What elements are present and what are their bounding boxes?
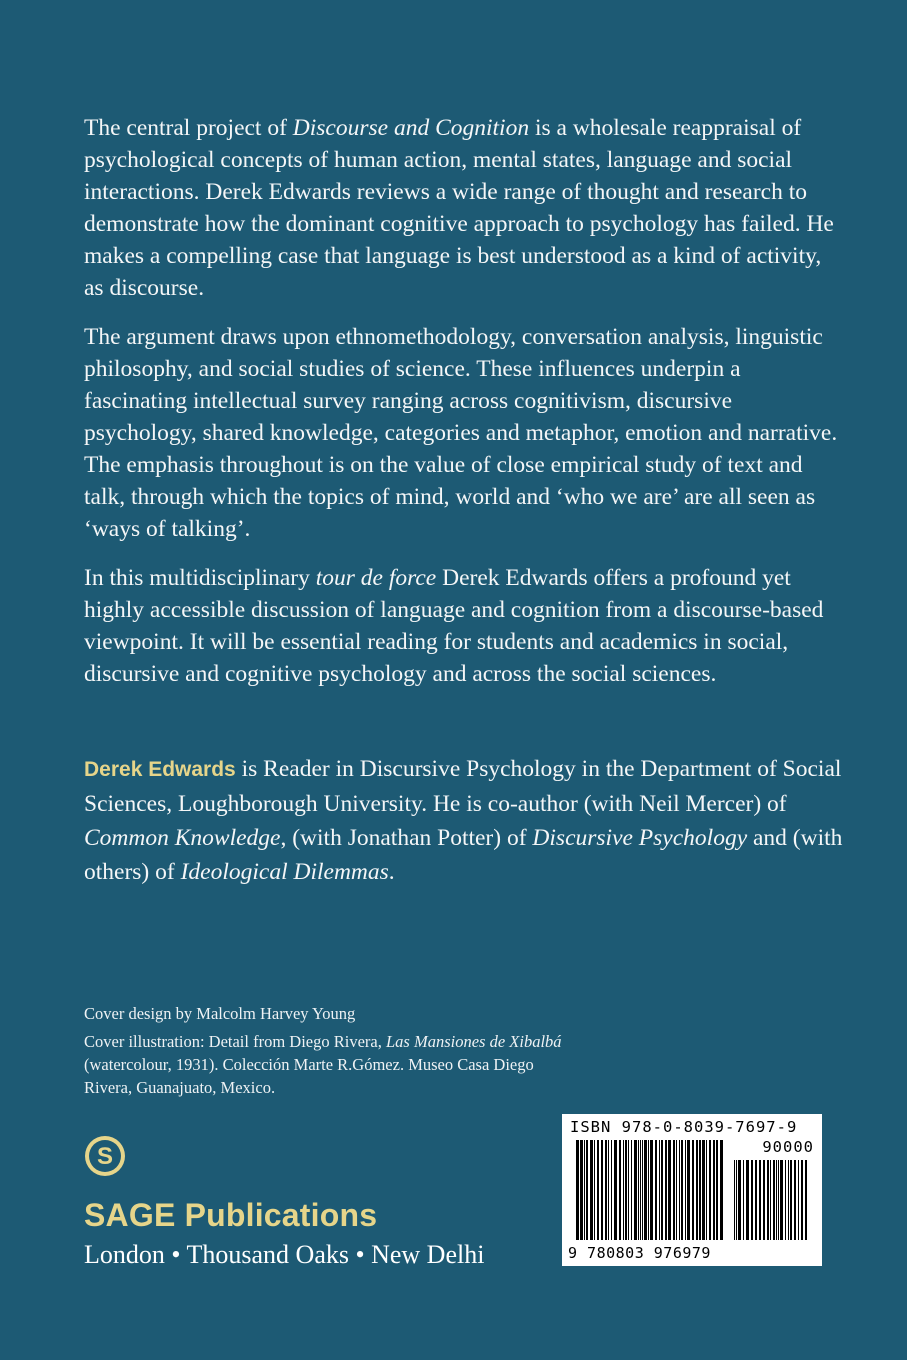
illustration-credit: Cover illustration: Detail from Diego Rivera, Las Mansiones de Xibalbá (watercolour, 1931). Colección Marte R.Gómez. Museo Casa Diego Rivera, Guanajuato, Mexico. (84, 1032, 562, 1097)
barcode-bar (659, 1140, 660, 1240)
barcode-bar (655, 1140, 657, 1240)
barcode-bar (614, 1140, 617, 1240)
barcode-bar (794, 1160, 796, 1240)
ean-digits: 9 780803 976979 (568, 1244, 711, 1262)
blurb-paragraph-3: In this multidisciplinary tour de force Derek Edwards offers a profound yet highly accessible discussion of language and cognition from a discourse-based viewpoint. It will be essential reading for students and academics in social, discursive and cognitive psychology and across the social sciences. (84, 565, 824, 687)
barcode-bar (706, 1140, 707, 1240)
barcode-bar (738, 1160, 741, 1240)
description-blurb (84, 112, 844, 707)
barcode-bar (734, 1160, 735, 1240)
barcode-bar (746, 1160, 749, 1240)
barcode-bar (597, 1140, 599, 1240)
price-code: 90000 (762, 1138, 814, 1156)
barcode-bar (594, 1140, 595, 1240)
barcode-bar (751, 1160, 753, 1240)
barcode-bar (638, 1140, 639, 1240)
barcode-bar (702, 1140, 705, 1240)
book-title: Discourse and Cognition (292, 115, 530, 141)
barcode-bar (785, 1160, 786, 1240)
barcode-bar (584, 1140, 585, 1240)
barcode-bar (661, 1140, 663, 1240)
barcode-bar (805, 1160, 807, 1240)
barcode-bar (576, 1140, 579, 1240)
barcode-bar (773, 1160, 775, 1240)
barcode-bar (623, 1140, 624, 1240)
barcode-bar (634, 1140, 637, 1240)
publisher-name: SAGE Publications (84, 1197, 378, 1233)
barcode-bar (676, 1140, 677, 1240)
ean-barcode-bars (576, 1140, 726, 1244)
barcode-bar (619, 1140, 621, 1240)
barcode-bar (736, 1160, 737, 1240)
barcode-bar (608, 1140, 609, 1240)
price-barcode-bars (734, 1160, 810, 1244)
barcode-bar (590, 1140, 593, 1240)
barcode-bar (696, 1140, 698, 1240)
barcode-bar (790, 1160, 792, 1240)
barcode-bar (640, 1140, 641, 1240)
barcode-bar (685, 1140, 686, 1240)
cover-credits (84, 1002, 564, 1104)
barcode-bar (778, 1160, 779, 1240)
barcode-bar (679, 1140, 680, 1240)
author-bio: Derek Edwards is Reader in Discursive Psychology in the Department of Social Sciences, Loughborough University. He is co-author (with Neil Mercer) of Common Knowledge, (with Jonathan Potter) of Discursive Psychology and (with others) of Ideological Dilemmas. (84, 756, 843, 885)
blurb-paragraph-2: The argument draws upon ethnomethodology, conversation analysis, linguistic philosophy, and social studies of science. These influences underpin a fascinating intellectual survey ranging across cognitivism, discursive psychology, shared knowledge, categories and metaphor, emotion and narrative. The emphasis throughout is on the value of close empirical study of text and talk, through which the topics of mind, world and ‘who we are’ are all seen as ‘ways of talking’. (84, 324, 838, 542)
barcode-bar (601, 1140, 603, 1240)
barcode-bar (776, 1160, 777, 1240)
barcode-bar (586, 1140, 588, 1240)
barcode-bar (625, 1140, 627, 1240)
barcode-bar (713, 1140, 715, 1240)
barcode-bar (720, 1140, 723, 1240)
barcode-bar (673, 1140, 675, 1240)
barcode-bar (798, 1160, 799, 1240)
svg-text:S: S (96, 1143, 114, 1170)
publisher-cities: London • Thousand Oaks • New Delhi (84, 1240, 485, 1269)
barcode-bar (755, 1160, 757, 1240)
barcode-bar (611, 1140, 612, 1240)
barcode-bar (665, 1140, 667, 1240)
barcode-bar (692, 1140, 694, 1240)
barcode-bar (650, 1140, 653, 1240)
barcode-bar (699, 1140, 701, 1240)
blurb-paragraph-1: The central project of Discourse and Cognition is a wholesale reappraisal of psychological concepts of human action, mental states, language and social interactions. Derek Edwards reviews a wide range of thought and research to demonstrate how the dominant cognitive approach to psychology has failed. He makes a compelling case that language is best understood as a kind of activity, as discourse. (84, 115, 834, 301)
barcode-bar (767, 1160, 769, 1240)
barcode-bar (642, 1140, 643, 1240)
barcode-bar (605, 1140, 607, 1240)
barcode-bar (681, 1140, 683, 1240)
barcode-bar (648, 1140, 649, 1240)
design-credit: Cover design by Malcolm Harvey Young (84, 1004, 356, 1023)
barcode-bar (668, 1140, 671, 1240)
isbn-number: ISBN 978-0-8039-7697-9 (570, 1118, 798, 1136)
barcode-bar (780, 1160, 783, 1240)
barcode-bar (631, 1140, 632, 1240)
barcode-bar (770, 1160, 771, 1240)
barcode-bar (716, 1140, 718, 1240)
barcode-bar (687, 1140, 690, 1240)
isbn-barcode (562, 1114, 822, 1266)
barcode-bar (788, 1160, 789, 1240)
barcode-bar (580, 1140, 583, 1240)
barcode-bar (743, 1160, 744, 1240)
barcode-bar (763, 1160, 765, 1240)
barcode-bar (644, 1140, 647, 1240)
barcode-bar (801, 1160, 803, 1240)
barcode-bar (628, 1140, 629, 1240)
author-name: Derek Edwards (84, 758, 236, 781)
barcode-bar (759, 1160, 761, 1240)
barcode-bar (709, 1140, 711, 1240)
sage-logo-icon (84, 1135, 126, 1177)
